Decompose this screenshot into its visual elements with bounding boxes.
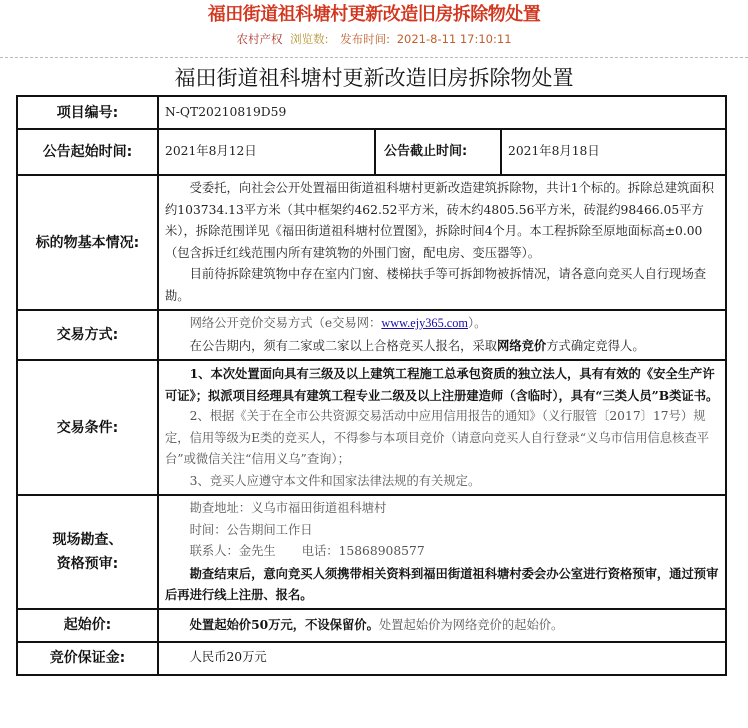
survey-note: 勘查结束后，意向竞买人须携带相关资料到福田街道祖科塘村委会办公室进行资格预审，通过预审后再进行线上注册、报名。: [165, 565, 719, 602]
row-site-survey: [17, 495, 726, 609]
subject-paragraph-2: 目前待拆除建筑物中存在室内门窗、楼梯扶手等可拆卸物被拆情况，请各意向竞买人自行现场查勘。: [165, 267, 707, 303]
trade-method-p2-text: 在公告期内，须有二家或二家以上合格竞买人报名，采取: [189, 338, 498, 353]
trade-conditions-label: 交易条件:: [17, 360, 158, 495]
deposit-amount: 人民币20万元: [189, 650, 267, 665]
document-title: 福田街道祖科塘村更新改造旧房拆除物处置: [174, 66, 574, 90]
start-price-value: [158, 609, 726, 642]
trade-method-label: 交易方式:: [17, 310, 158, 360]
site-survey-label-line-2: 资格预审:: [56, 555, 119, 572]
ejy365-link[interactable]: www.ejy365.com: [381, 316, 468, 330]
start-price-note: 处置起始价为网络竞价的起始价。: [378, 617, 564, 632]
start-time-label: 公告起始时间:: [17, 129, 158, 175]
row-deposit: [17, 642, 726, 675]
start-time-value: 2021年8月12日: [158, 129, 375, 175]
dashed-divider: [0, 57, 748, 58]
trade-method-paragraph-1: [165, 313, 719, 335]
deposit-value: [158, 642, 726, 675]
start-price-label: 起始价:: [17, 609, 158, 642]
notice-table: [16, 95, 727, 676]
views-label: 浏览数:: [290, 32, 329, 46]
survey-address: 勘查地址：义乌市福田街道祖科塘村: [189, 501, 387, 515]
survey-contact: [165, 541, 719, 563]
start-price-bold: 处置起始价50万元，不设保留价。: [189, 616, 379, 632]
row-start-price: [17, 609, 726, 642]
condition-3: 3、竞买人应遵守本文件和国家法律法规的有关规定。: [189, 473, 481, 488]
trade-method-p2-bold: 网络竞价: [497, 337, 547, 353]
publish-label: 发布时间:: [340, 32, 391, 46]
trade-method-paragraph-2: [165, 335, 719, 358]
project-no-label: 项目编号:: [17, 96, 158, 129]
end-time-label: 公告截止时间:: [375, 129, 501, 175]
publish-time: 2021-8-11 17:10:11: [396, 32, 512, 46]
article-meta: [0, 31, 748, 47]
site-survey-label-line-1: 现场勘查、: [52, 531, 123, 548]
survey-time: 时间：公告期间工作日: [189, 522, 313, 537]
start-price-paragraph: [165, 614, 719, 637]
trade-method-text-end: ）。: [467, 316, 487, 330]
condition-2: 2、根据《关于在全市公共资源交易活动中应用信用报告的通知》（义行服管〔2017〕17号）规定，信用等级为E类的竞买人，不得参与本项目竞价（请意向竞买人自行登录“义乌市信用信息核查平台”或微信关注“信用义乌”查询）；: [165, 409, 710, 466]
site-survey-label: [17, 495, 158, 609]
row-trade-method: [17, 310, 726, 360]
contact-phone: 电话：15868908577: [301, 544, 425, 558]
trade-conditions-value: [158, 360, 726, 495]
category-link[interactable]: 农村产权: [236, 32, 283, 46]
row-subject: [17, 175, 726, 310]
subject-value: [158, 175, 726, 310]
contact-person: 联系人：金先生: [189, 544, 276, 558]
page-title: 福田街道祖科塘村更新改造旧房拆除物处置: [207, 4, 541, 25]
project-no-value: N-QT20210819D59: [158, 96, 726, 129]
trade-method-p2-end: 方式确定竞得人。: [546, 338, 645, 353]
subject-paragraph-1: 受委托，向社会公开处置福田街道祖科塘村更新改造建筑拆除物，共计1个标的。拆除总建筑面积约103734.13平方米（其中框架约462.52平方米，砖木约4805.56平方米，砖混约98466.05平方米），拆除范围详见《福田街道祖科塘村位置图》，拆除时间4个月。本工程拆除至原地面标高±0.00（包含拆迁红线范围内所有建筑物的外围门窗，配电房、变压器等）。: [165, 181, 714, 260]
site-survey-value: [158, 495, 726, 609]
row-project-no: [17, 96, 726, 129]
condition-1: 1、本次处置面向具有三级及以上建筑工程施工总承包资质的独立法人，具有有效的《安全生产许可证》；拟派项目经理具有建筑工程专业二级及以上注册建造师（含临时），具有“三类人员”B类证书。: [165, 366, 719, 403]
deposit-label: 竞价保证金:: [17, 642, 158, 675]
trade-method-text: 网络公开竞价交易方式（e交易网：: [189, 316, 382, 330]
trade-method-value: [158, 310, 726, 360]
subject-label: 标的物基本情况:: [17, 175, 158, 310]
row-notice-period: [17, 129, 726, 175]
row-trade-conditions: [17, 360, 726, 495]
end-time-value: 2021年8月18日: [501, 129, 726, 175]
